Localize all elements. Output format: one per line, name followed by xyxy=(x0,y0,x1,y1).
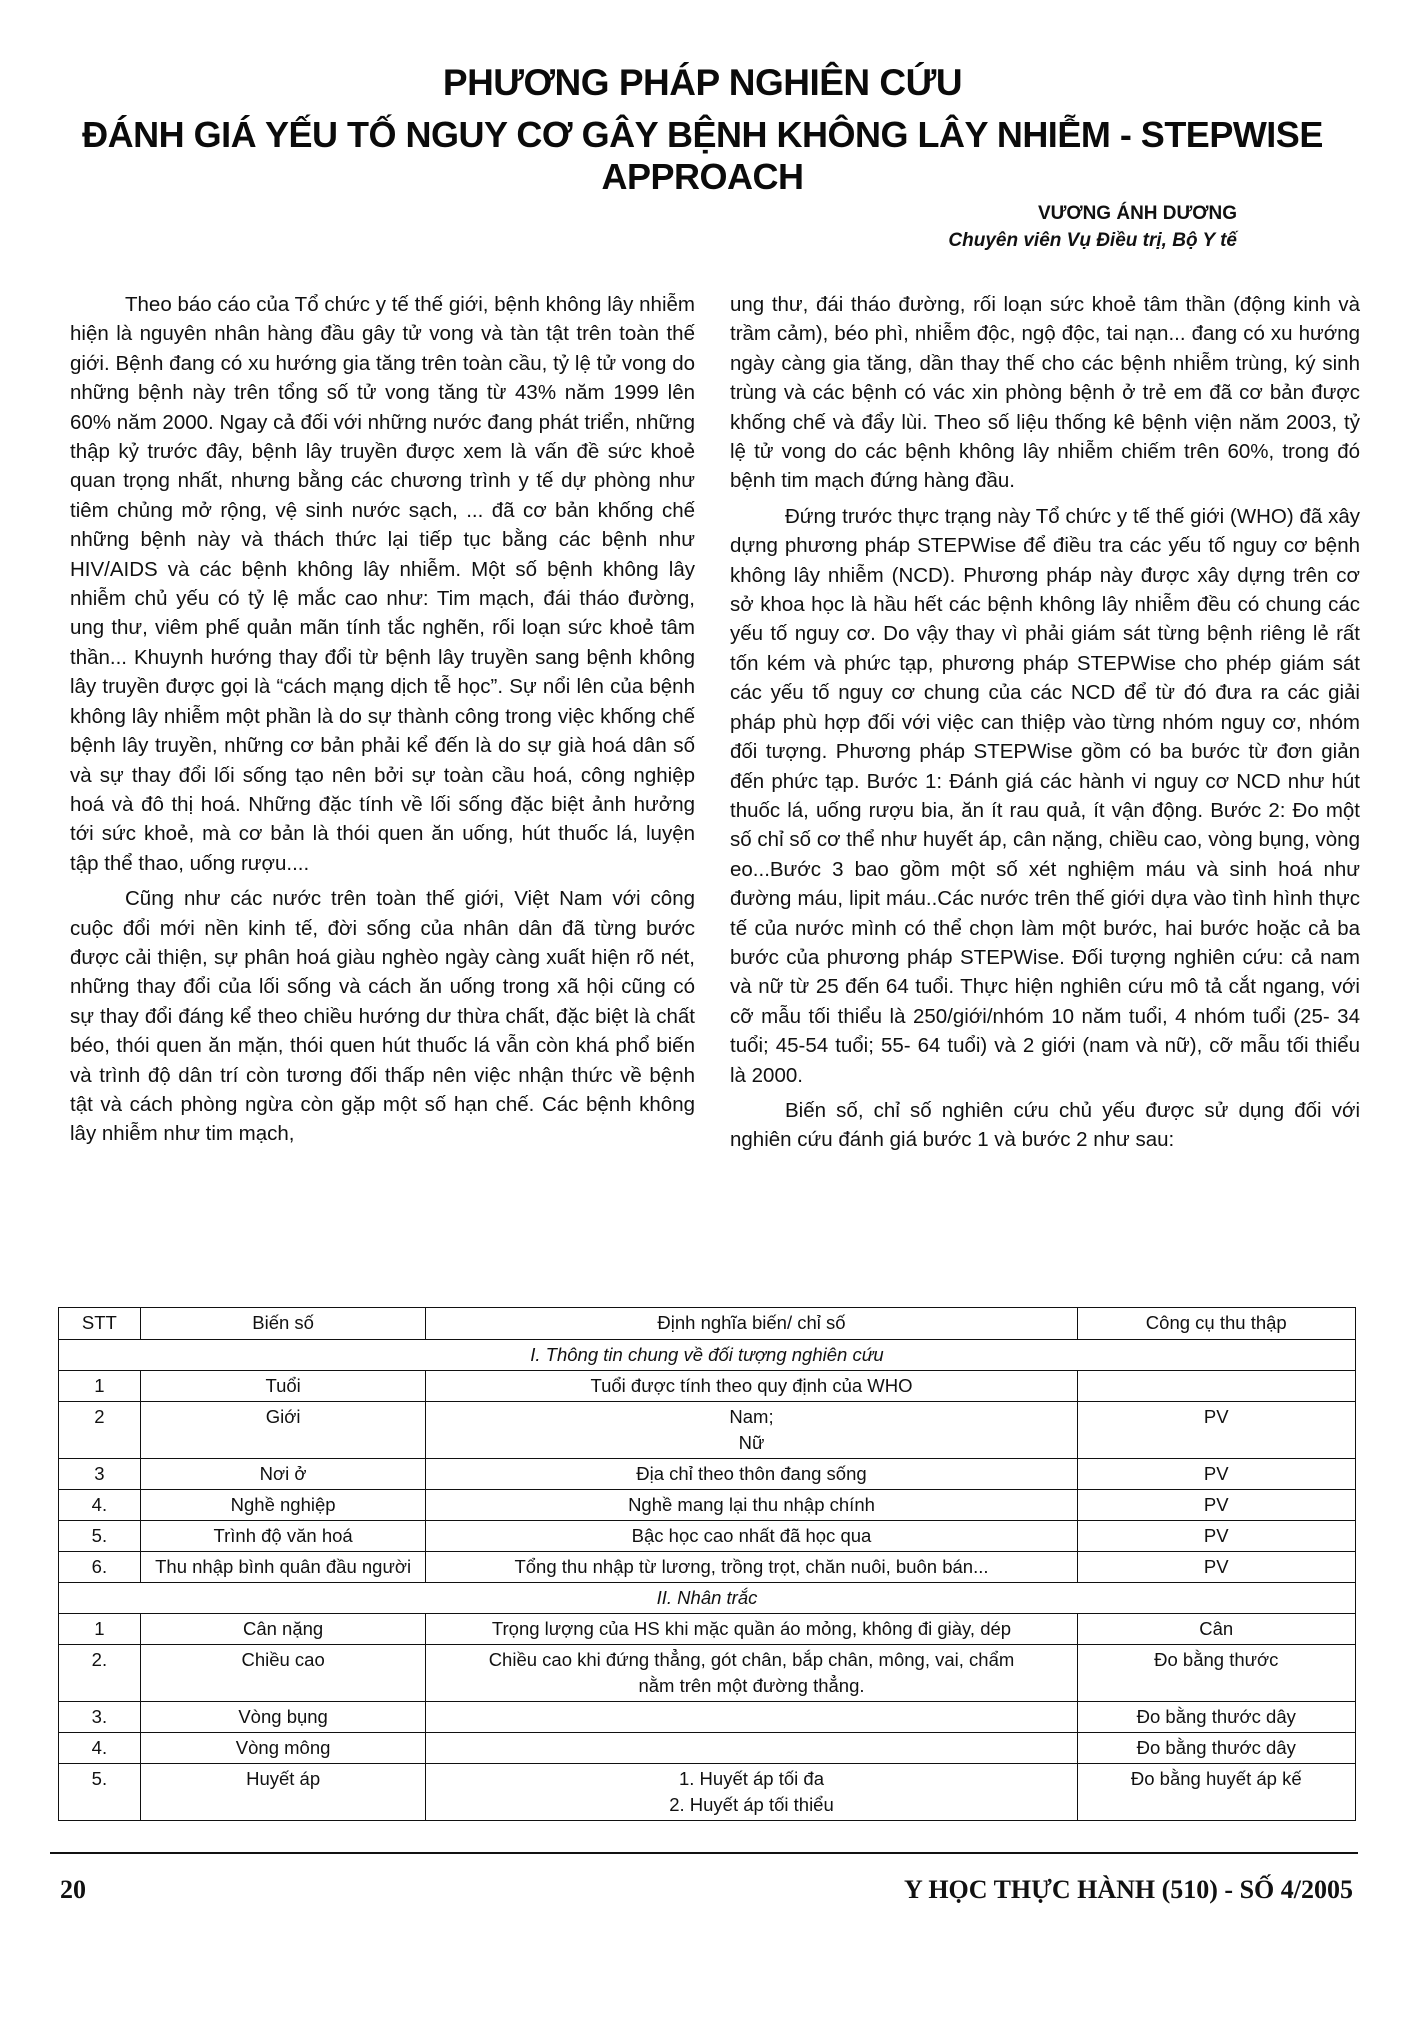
author-name: VƯƠNG ÁNH DƯƠNG xyxy=(1037,203,1237,224)
definition-line: Nam; xyxy=(729,1406,774,1427)
table-row xyxy=(59,1552,1356,1583)
table-row xyxy=(59,1459,1356,1490)
row-number: 3 xyxy=(59,1459,141,1490)
collection-tool: PV xyxy=(1077,1402,1355,1459)
variable-definition xyxy=(426,1702,1077,1733)
paragraph: Theo báo cáo của Tổ chức y tế thế giới, bệnh không lây nhiễm hiện là nguyên nhân hàng đầu gây tử vong và tàn tật trên toàn thế giới. Bệnh đang có xu hướng gia tăng trên toàn cầu, tỷ lệ tử vong do những bệnh này trên tổng số tử vong tăng từ 43% năm 1999 lên 60% năm 2000. Ngay cả đối với những nước đang phát triển, những thập kỷ trước đây, bệnh lây truyền được xem là vấn đề sức khoẻ quan trọng nhất, nhưng bằng các chương trình y tế dự phòng như tiêm chủng mở rộng, vệ sinh nước sạch, ... đã cơ bản khống chế những bệnh này và thách thức lại tiếp tục bằng các bệnh như HIV/AIDS và các bệnh không lây nhiễm. Một số bệnh không lây nhiễm chủ yếu có tỷ lệ mắc cao như: Tim mạch, đái tháo đường, ung thư, viêm phế quản mãn tính tắc nghẽn, rối loạn sức khoẻ tâm thần... Khuynh hướng thay đổi từ bệnh lây truyền sang bệnh không lây truyền được gọi là “cách mạng dịch tễ học”. Sự nổi lên của bệnh không lây nhiễm một phần là do sự thành công trong việc khống chế bệnh lây truyền, những cơ bản phải kể đến là do sự già hoá dân số và sự thay đổi lối sống tạo nên bởi sự toàn cầu hoá, công nghiệp hoá và đô thị hoá. Những đặc tính về lối sống đặc biệt ảnh hưởng tới sức khoẻ, mà cơ bản là thói quen ăn uống, hút thuốc lá, luyện tập thể thao, uống rượu.... xyxy=(70,293,695,875)
footer-divider xyxy=(50,1852,1358,1854)
variables-table xyxy=(58,1307,1356,1821)
table-row xyxy=(59,1614,1356,1645)
row-number: 3. xyxy=(59,1702,141,1733)
variable-definition: Nghề mang lại thu nhập chính xyxy=(426,1490,1077,1521)
collection-tool: Đo bằng thước dây xyxy=(1077,1702,1355,1733)
definition-line: nằm trên một đường thẳng. xyxy=(638,1675,865,1696)
column-header: STT xyxy=(59,1308,141,1340)
paragraph: ung thư, đái tháo đường, rối loạn sức khoẻ tâm thần (động kinh và trầm cảm), béo phì, nhiễm độc, ngộ độc, tai nạn... đang có xu hướng ngày càng gia tăng, dần thay thế cho các bệnh nhiễm trùng, ký sinh trùng và các bệnh có vác xin phòng bệnh ở trẻ em đã cơ bản được khống chế và đẩy lùi. Theo số liệu thống kê bệnh viện năm 2003, tỷ lệ tử vong do các bệnh không lây nhiễm chiếm trên 60%, trong đó bệnh tim mạch đứng hàng đầu. xyxy=(730,293,1360,493)
definition-line: Chiều cao khi đứng thẳng, gót chân, bắp chân, mông, vai, chẩm xyxy=(488,1649,1015,1670)
page-number: 20 xyxy=(60,1875,86,1904)
variable-definition xyxy=(426,1402,1077,1459)
definition-line: Nữ xyxy=(738,1432,765,1453)
variable-name: Tuổi xyxy=(140,1371,426,1402)
collection-tool: Đo bằng thước dây xyxy=(1077,1733,1355,1764)
author-affiliation: Chuyên viên Vụ Điều trị, Bộ Y tế xyxy=(948,230,1237,251)
table-header-row xyxy=(59,1308,1356,1340)
table-section-row xyxy=(59,1340,1356,1371)
collection-tool: PV xyxy=(1077,1490,1355,1521)
variable-definition: Tổng thu nhập từ lương, trồng trọt, chăn nuôi, buôn bán... xyxy=(426,1552,1077,1583)
collection-tool: Đo bằng huyết áp kế xyxy=(1077,1764,1355,1821)
table-row xyxy=(59,1402,1356,1459)
definition-line: 2. Huyết áp tối thiểu xyxy=(669,1794,834,1815)
column-header: Công cụ thu thập xyxy=(1077,1308,1355,1340)
variable-name: Nghề nghiệp xyxy=(140,1490,426,1521)
variable-name: Trình độ văn hoá xyxy=(140,1521,426,1552)
row-number: 4. xyxy=(59,1733,141,1764)
table-row xyxy=(59,1733,1356,1764)
row-number: 2 xyxy=(59,1402,141,1459)
paragraph: Đứng trước thực trạng này Tổ chức y tế thế giới (WHO) đã xây dựng phương pháp STEPWise để điều tra các yếu tố nguy cơ bệnh không lây nhiễm (NCD). Phương pháp này được xây dựng trên cơ sở khoa học là hầu hết các bệnh không lây nhiễm đều có chung các yếu tố nguy cơ. Do vậy thay vì phải giám sát từng bệnh riêng lẻ rất tốn kém và phức tạp, phương pháp STEPWise cho phép giám sát các yếu tố nguy cơ chung của các NCD để từ đó đưa ra các giải pháp phù hợp đối với việc can thiệp vào từng nhóm nguy cơ, nhóm đối tượng. Phương pháp STEPWise gồm có ba bước từ đơn giản đến phức tạp. Bước 1: Đánh giá các hành vi nguy cơ NCD như hút thuốc lá, uống rượu bia, ăn ít rau quả, ít vận động. Bước 2: Đo một số chỉ số cơ thể như huyết áp, cân nặng, chiều cao, vòng bụng, vòng eo...Bước 3 bao gồm một số xét nghiệm máu và sinh hoá như đường máu, lipit máu..Các nước trên thế giới dựa vào tình hình thực tế của nước mình có thể chọn làm một bước, hai bước hoặc cả ba bước của phương pháp STEPWise. Đối tượng nghiên cứu: cả nam và nữ từ 25 đến 64 tuổi. Thực hiện nghiên cứu mô tả cắt ngang, với cỡ mẫu tối thiểu là 250/giới/nhóm 10 năm tuổi, 4 nhóm tuổi (25- 34 tuổi; 45-54 tuổi; 55- 64 tuổi) và 2 giới (nam và nữ), cỡ mẫu tối thiểu là 2000. xyxy=(730,504,1360,1087)
variable-name: Chiều cao xyxy=(140,1645,426,1702)
row-number: 2. xyxy=(59,1645,141,1702)
row-number: 5. xyxy=(59,1521,141,1552)
definition-line: 1. Huyết áp tối đa xyxy=(678,1768,824,1789)
variable-definition: Địa chỉ theo thôn đang sống xyxy=(426,1459,1077,1490)
row-number: 1 xyxy=(59,1371,141,1402)
table-row xyxy=(59,1702,1356,1733)
left-column xyxy=(70,290,695,1155)
article-title-line1: PHƯƠNG PHÁP NGHIÊN CỨU xyxy=(442,62,963,103)
table-row xyxy=(59,1490,1356,1521)
collection-tool: PV xyxy=(1077,1521,1355,1552)
journal-issue: Y HỌC THỰC HÀNH (510) - SỐ 4/2005 xyxy=(904,1875,1353,1904)
row-number: 1 xyxy=(59,1614,141,1645)
collection-tool xyxy=(1077,1371,1355,1402)
section-heading: I. Thông tin chung về đối tượng nghiên cứu xyxy=(59,1340,1356,1371)
table-row xyxy=(59,1645,1356,1702)
table-row xyxy=(59,1764,1356,1821)
table-row xyxy=(59,1371,1356,1402)
variable-name: Vòng bụng xyxy=(140,1702,426,1733)
variable-name: Thu nhập bình quân đầu người xyxy=(140,1552,426,1583)
row-number: 6. xyxy=(59,1552,141,1583)
section-heading: II. Nhân trắc xyxy=(59,1583,1356,1614)
right-column xyxy=(730,290,1360,1161)
collection-tool: PV xyxy=(1077,1459,1355,1490)
variable-name: Giới xyxy=(140,1402,426,1459)
variable-name: Cân nặng xyxy=(140,1614,426,1645)
variable-definition xyxy=(426,1733,1077,1764)
variable-definition: Bậc học cao nhất đã học qua xyxy=(426,1521,1077,1552)
row-number: 4. xyxy=(59,1490,141,1521)
variable-definition xyxy=(426,1645,1077,1702)
variable-definition: Trọng lượng của HS khi mặc quần áo mỏng, không đi giày, dép xyxy=(426,1614,1077,1645)
table-row xyxy=(59,1521,1356,1552)
variable-definition: Tuổi được tính theo quy định của WHO xyxy=(426,1371,1077,1402)
variable-definition xyxy=(426,1764,1077,1821)
column-header: Định nghĩa biến/ chỉ số xyxy=(426,1308,1077,1340)
paragraph: Biến số, chỉ số nghiên cứu chủ yếu được sử dụng đối với nghiên cứu đánh giá bước 1 và bước 2 như sau: xyxy=(730,1098,1360,1152)
paragraph: Cũng như các nước trên toàn thế giới, Việt Nam với công cuộc đổi mới nền kinh tế, đời sống của nhân dân đã từng bước được cải thiện, sự phân hoá giàu nghèo ngày càng xuất hiện rõ nét, những thay đổi của lối sống và cách ăn uống trong xã hội cũng có sự thay đổi đáng kể theo chiều hướng dư thừa chất, đặc biệt là chất béo, thói quen ăn mặn, thói quen hút thuốc lá vẫn còn khá phổ biến và trình độ dân trí còn tương đối thấp nên việc nhận thức về bệnh tật và cách phòng ngừa còn gặp một số hạn chế. Các bệnh không lây nhiễm như tim mạch, xyxy=(70,887,695,1146)
collection-tool: Đo bằng thước xyxy=(1077,1645,1355,1702)
variable-name: Vòng mông xyxy=(140,1733,426,1764)
collection-tool: Cân xyxy=(1077,1614,1355,1645)
table-section-row xyxy=(59,1583,1356,1614)
article-title-line2: ĐÁNH GIÁ YẾU TỐ NGUY CƠ GÂY BỆNH KHÔNG LÂY NHIỄM - STEPWISE APPROACH xyxy=(82,114,1323,197)
collection-tool: PV xyxy=(1077,1552,1355,1583)
column-header: Biến số xyxy=(140,1308,426,1340)
variable-name: Huyết áp xyxy=(140,1764,426,1821)
row-number: 5. xyxy=(59,1764,141,1821)
variable-name: Nơi ở xyxy=(140,1459,426,1490)
